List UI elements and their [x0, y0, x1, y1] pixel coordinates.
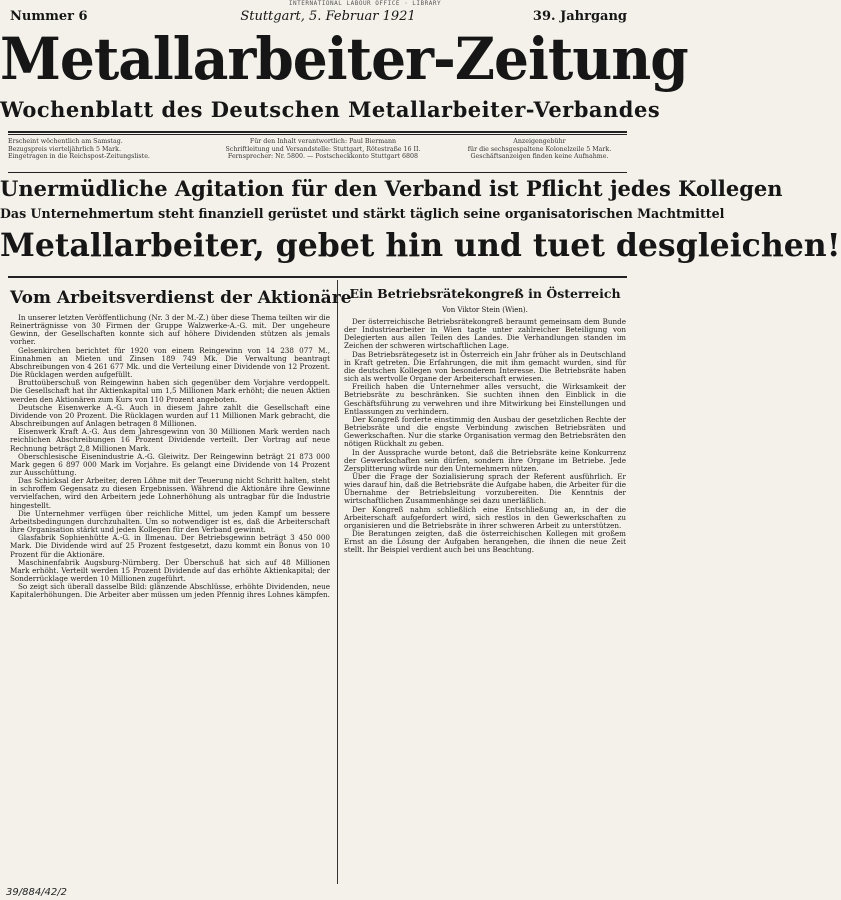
library-stamp: INTERNATIONAL LABOUR OFFICE · LIBRARY: [288, 0, 442, 7]
article-body: Der österreichische Betriebsrätekongreß beraumt gemeinsam dem Bunde der Industriearbeiter in Wien tagte unter zahlreicher Beteiligung von Delegierten aus allen Teilen des Landes. Die Verhandlungen standen im Zeichen der schweren wirtschaftlichen Lage. Das Betriebsrätegesetz ist in Österreich ein Jahr früher als in Deutschland in Kraft getreten. Die Erfahrungen, die mit ihm gemacht wurden, sind für die deutschen Kollegen von besonderem Interesse. Die Betriebsräte haben sich als wertvolle Organe der Arbeiterschaft erwiesen. Freilich haben die Unternehmer alles versucht, die Wirksamkeit der Betriebsräte zu beschränken. Sie suchten ihnen den Einblick in die Geschäftsführung zu verwehren und ihre Mitwirkung bei Einstellungen und Entlassungen zu verhindern. Der Kongreß forderte einstimmig den Ausbau der gesetzlichen Rechte der Betriebsräte und die engste Verbindung zwischen Betriebsräten und Gewerkschaften. Nur die starke Organisation vermag den Betriebsräten den nötigen Rückhalt zu geben. In der Aussprache wurde betont, daß die Betriebsräte keine Konkurrenz der Gewerkschaften sein dürfen, sondern ihre Organe im Betriebe. Jede Zersplitterung würde nur den Unternehmern nützen. Über die Frage der Sozialisierung sprach der Referent ausführlich. Er wies darauf hin, daß die Betriebsräte die Aufgabe haben, die Arbeiter für die Übernahme der Betriebsleitung vorzubereiten. Die Kenntnis der wirtschaftlichen Zusammenhänge sei dazu unerläßlich. Der Kongreß nahm schließlich eine Entschließung an, in der die Arbeiterschaft aufgefordert wird, sich restlos in den Gewerkschaften zu organisieren und die Betriebsräte in ihrer schweren Arbeit zu unterstützen. Die Beratungen zeigten, daß die österreichischen Kollegen mit großem Ernst an die Lösung der Aufgaben herangehen, die ihnen die neue Zeit stellt. Ihr Beispiel verdient auch bei uns Beachtung.: [344, 317, 626, 555]
divider: [8, 131, 627, 133]
article-byline: Von Viktor Stein (Wien).: [442, 306, 528, 314]
headline-call: Metallarbeiter, gebet hin und tuet desgleichen!: [0, 227, 841, 264]
issue-volume: 39. Jahrgang: [532, 9, 627, 24]
article-left: [10, 282, 352, 882]
masthead-subtitle: Wochenblatt des Deutschen Metallarbeiter-Verbandes: [0, 97, 661, 122]
masthead-title: Metallarbeiter-Zeitung: [0, 24, 688, 93]
divider: [8, 276, 627, 278]
article-title: Vom Arbeitsverdienst der Aktionäre: [10, 288, 352, 308]
article-right: [344, 282, 626, 882]
issue-number: Nummer 6: [10, 9, 88, 24]
article-title: Ein Betriebsrätekongreß in Österreich: [349, 286, 621, 301]
issue-date: Stuttgart, 5. Februar 1921: [240, 9, 416, 24]
headline-sub: Das Unternehmertum steht finanziell gerüstet und stärkt täglich seine organisatorischen Machtmittel: [0, 206, 725, 221]
issue-info-row: [8, 9, 627, 25]
subscription-info: Erscheint wöchentlich am Samstag. Bezugspreis vierteljährlich 5 Mark. Eingetragen in die Reichspost-Zeitungsliste.: [8, 138, 150, 160]
divider: [8, 134, 627, 135]
divider: [8, 172, 627, 173]
editorial-info: Für den Inhalt verantwortlich: Paul Biermann Schriftleitung und Versandstelle: Stuttgart, Rötestraße 16 II. Fernsprecher: Nr. 5800. — Postscheckkonto Stuttgart 6808: [225, 138, 421, 160]
advertising-info: Anzeigengebühr für die sechsgespaltene Kolonelzeile 5 Mark. Geschäftsanzeigen finden keine Aufnahme.: [467, 138, 612, 160]
column-divider: [337, 280, 338, 884]
publication-info: [8, 138, 627, 172]
archive-mark: 39/884/42/2: [6, 887, 68, 898]
article-body: In unserer letzten Veröffentlichung (Nr. 3 der M.-Z.) über diese Thema teilten wir die Reinerträgnisse von 30 Firmen der Gruppe Walzwerke-A.-G. mit. Der ungeheure Gewinn, der Gesellschaften konnte sich auf höhere Dividenden stützen als jemals vorher. Gelsenkirchen berichtet für 1920 von einem Reingewinn von 14 238 077 M., Einnahmen an Mieten und Zinsen 189 749 Mk. Die Verwaltung beantragt Abschreibungen von 4 261 677 Mk. und die Verteilung einer Dividende von 12 Prozent. Die Rücklagen werden aufgefüllt. Bruttoüberschuß von Reingewinn haben sich gegenüber dem Vorjahre verdoppelt. Die Gesellschaft hat ihr Aktienkapital um 1,5 Millionen Mark erhöht; die neuen Aktien werden den Aktionären zum Kurs von 110 Prozent angeboten. Deutsche Eisenwerke A.-G. Auch in diesem Jahre zahlt die Gesellschaft eine Dividende von 20 Prozent. Die Rücklagen wurden auf 11 Millionen Mark gebracht, die Abschreibungen auf Anlagen betragen 8 Millionen. Eisenwerk Kraft A.-G. Aus dem Jahresgewinn von 30 Millionen Mark werden nach reichlichen Abschreibungen 16 Prozent Dividende verteilt. Der Vortrag auf neue Rechnung beträgt 2,8 Millionen Mark. Oberschlesische Eisenindustrie A.-G. Gleiwitz. Der Reingewinn beträgt 21 873 000 Mark gegen 6 897 000 Mark im Vorjahre. Es gelangt eine Dividende von 14 Prozent zur Ausschüttung. Das Schicksal der Arbeiter, deren Löhne mit der Teuerung nicht Schritt halten, steht in schroffem Gegensatz zu diesen Ergebnissen. Während die Aktionäre ihre Gewinne vervielfachen, wird den Arbeitern jede Lohnerhöhung als untragbar für die Industrie hingestellt. Die Unternehmer verfügen über reichliche Mittel, um jeden Kampf um bessere Arbeitsbedingungen durchzuhalten. Um so notwendiger ist es, daß die Arbeiterschaft ihre Organisation stärkt und jeden Kollegen für den Verband gewinnt. Glasfabrik Sophienhütte A.-G. in Ilmenau. Der Betriebsgewinn beträgt 3 450 000 Mark. Die Dividende wird auf 25 Prozent festgesetzt, dazu kommt ein Bonus von 10 Prozent für die Aktionäre. Maschinenfabrik Augsburg-Nürnberg. Der Überschuß hat sich auf 48 Millionen Mark erhöht. Verteilt werden 15 Prozent Dividende auf das erhöhte Aktienkapital; der Sonderrücklage werden 10 Millionen zugeführt. So zeigt sich überall dasselbe Bild: glänzende Abschlüsse, erhöhte Dividenden, neue Kapitalerhöhungen. Die Arbeiter aber müssen um jeden Pfennig ihres Lohnes kämpfen.: [10, 313, 330, 600]
headline-main: Unermüdliche Agitation für den Verband ist Pflicht jedes Kollegen: [0, 176, 783, 201]
